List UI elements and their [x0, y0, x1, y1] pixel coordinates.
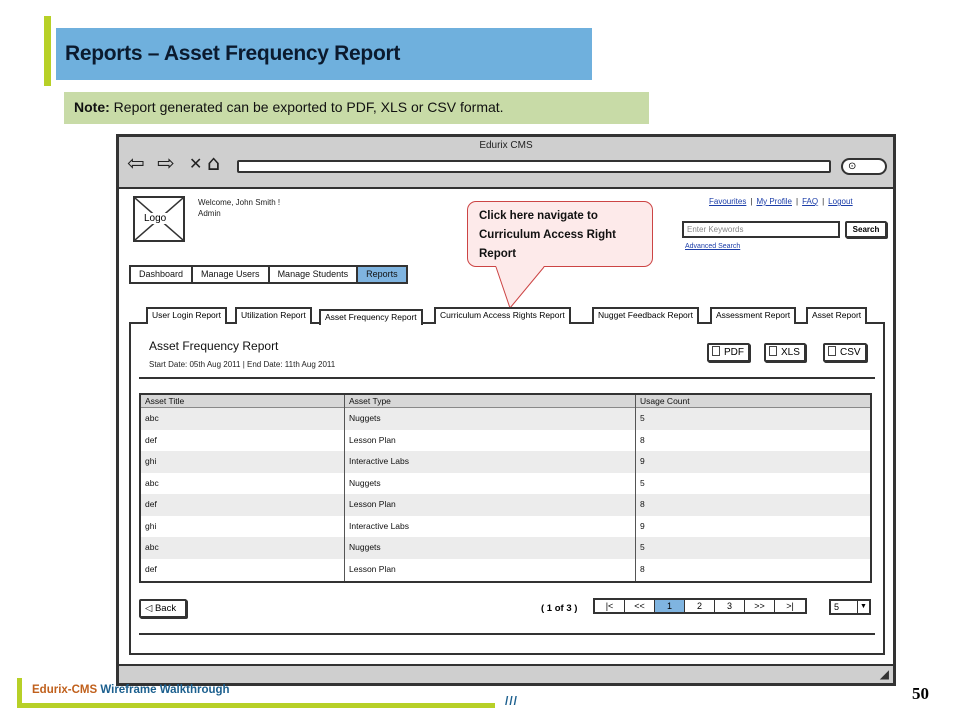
user-role: Admin: [198, 209, 221, 218]
footer-underline: [17, 703, 495, 708]
welcome-block: [198, 197, 280, 219]
asset-type-cell: Lesson Plan: [349, 499, 396, 509]
stop-icon[interactable]: ✕: [189, 154, 203, 173]
usage-count-cell: 8: [640, 499, 645, 509]
asset-type-cell: Nuggets: [349, 477, 381, 488]
tab-utilization-report[interactable]: Utilization Report: [235, 307, 312, 324]
export-xls-button[interactable]: [764, 343, 806, 362]
resize-grip-icon[interactable]: ◢: [879, 667, 889, 681]
browser-toolbar: [119, 137, 893, 189]
table-row[interactable]: [141, 408, 870, 430]
tab-user-login-report[interactable]: User Login Report: [146, 307, 227, 324]
tab-curriculum-access-rights-report[interactable]: Curriculum Access Rights Report: [434, 307, 571, 324]
asset-type-cell: Interactive Labs: [349, 456, 410, 466]
panel-bottom-divider: [139, 633, 875, 635]
usage-count-cell: 5: [640, 413, 645, 423]
home-icon[interactable]: ⌂: [207, 151, 221, 175]
page-3-button[interactable]: 3: [715, 600, 745, 612]
link-separator: |: [796, 197, 799, 206]
tab-manage-users[interactable]: Manage Users: [193, 267, 270, 282]
table-row[interactable]: [141, 430, 870, 452]
keyword-search-input[interactable]: Enter Keywords: [682, 221, 840, 238]
export-csv-label: CSV: [840, 347, 861, 358]
document-icon: [828, 346, 836, 356]
usage-count-cell: 9: [640, 456, 645, 466]
asset-title-cell: abc: [145, 413, 159, 423]
back-button[interactable]: [139, 599, 187, 618]
page-1-button[interactable]: 1: [655, 600, 685, 612]
callout-text: Click here navigate to Curriculum Access Right Report: [479, 210, 616, 260]
tab-nugget-feedback-report[interactable]: Nugget Feedback Report: [592, 307, 699, 324]
asset-title-cell: abc: [145, 542, 159, 552]
search-button[interactable]: Search: [845, 221, 887, 238]
page-number: 50: [912, 684, 929, 703]
forward-arrow-icon[interactable]: ⇨: [157, 151, 175, 175]
note-body: Report generated can be exported to PDF, XLS or CSV format.: [109, 99, 504, 115]
table-row[interactable]: [141, 451, 870, 473]
back-triangle-icon: ◁: [145, 603, 153, 614]
page-info: ( 1 of 3 ): [541, 603, 578, 614]
report-date-range: Start Date: 05th Aug 2011 | End Date: 11th Aug 2011: [149, 360, 336, 369]
callout-pointer-icon: [490, 266, 550, 310]
title-accent-bar: [44, 16, 51, 86]
note-text: [74, 99, 504, 115]
asset-type-cell: Lesson Plan: [349, 434, 396, 445]
footer-caption: [32, 684, 230, 696]
tab-manage-students[interactable]: Manage Students: [270, 267, 359, 282]
asset-title-cell: def: [145, 499, 157, 509]
asset-type-cell: Lesson Plan: [349, 563, 396, 574]
asset-title-cell: def: [145, 563, 157, 574]
my-profile-link[interactable]: My Profile: [756, 197, 792, 206]
favourites-link[interactable]: Favourites: [709, 197, 747, 206]
back-arrow-icon[interactable]: ⇦: [127, 151, 145, 175]
back-label: Back: [154, 603, 177, 614]
asset-type-cell: Nuggets: [349, 413, 381, 423]
report-title: Asset Frequency Report: [149, 339, 279, 353]
tab-dashboard[interactable]: Dashboard: [131, 267, 193, 282]
browser-search-field[interactable]: [841, 158, 887, 175]
browser-title: Edurix CMS: [479, 140, 533, 151]
note-label: Note:: [74, 99, 110, 115]
column-header-asset-type[interactable]: Asset Type: [349, 396, 391, 406]
footer-caption-rest: Wireframe Walkthrough: [97, 684, 230, 696]
last-page-button[interactable]: >|: [786, 601, 794, 611]
report-table: [139, 393, 872, 583]
column-header-asset-title[interactable]: Asset Title: [145, 396, 185, 406]
export-xls-label: XLS: [781, 347, 800, 358]
first-page-button[interactable]: |<: [595, 600, 625, 612]
document-icon: [712, 346, 720, 356]
usage-count-cell: 5: [640, 542, 645, 552]
logo-label: Logo: [144, 213, 167, 224]
link-separator: |: [750, 197, 753, 206]
main-nav-tabs: [129, 265, 408, 284]
pager: [593, 598, 807, 614]
usage-count-cell: 8: [640, 434, 645, 445]
column-header-usage-count[interactable]: Usage Count: [640, 396, 690, 406]
usage-count-cell: 5: [640, 477, 645, 488]
tab-reports[interactable]: Reports: [358, 267, 406, 282]
asset-title-cell: ghi: [145, 520, 157, 531]
faq-link[interactable]: FAQ: [802, 197, 819, 206]
prev-page-button[interactable]: <<: [625, 600, 655, 612]
table-row[interactable]: [141, 494, 870, 516]
usage-count-cell: 9: [640, 520, 645, 531]
logo: [133, 196, 185, 242]
link-separator: |: [822, 197, 825, 206]
next-page-button[interactable]: >>: [745, 600, 775, 612]
document-icon: [769, 346, 777, 356]
tab-asset-frequency-report[interactable]: Asset Frequency Report: [319, 309, 423, 325]
column-divider: [635, 395, 636, 581]
table-row[interactable]: [141, 537, 870, 559]
report-divider: [139, 377, 875, 379]
export-pdf-label: PDF: [724, 347, 744, 358]
magnifier-icon: ⊙: [848, 161, 857, 172]
column-divider: [344, 395, 345, 581]
asset-title-cell: ghi: [145, 456, 157, 466]
address-bar[interactable]: [237, 160, 831, 173]
asset-type-cell: Interactive Labs: [349, 520, 410, 531]
browser-status-bar: [119, 664, 893, 683]
page-size-select[interactable]: [829, 599, 871, 615]
welcome-text: Welcome, John Smith !: [198, 198, 281, 207]
table-row[interactable]: [141, 473, 870, 495]
tab-asset-report[interactable]: Asset Report: [806, 307, 867, 324]
browser-window: [116, 134, 896, 686]
table-row[interactable]: [141, 559, 870, 581]
top-links: [709, 197, 853, 206]
asset-type-cell: Nuggets: [349, 542, 381, 552]
export-csv-button[interactable]: [823, 343, 867, 362]
asset-title-cell: def: [145, 434, 157, 445]
footer-brand: Edurix-CMS: [32, 684, 98, 696]
advanced-search-link[interactable]: Advanced Search: [685, 243, 741, 250]
export-pdf-button[interactable]: [707, 343, 750, 362]
tab-assessment-report[interactable]: Assessment Report: [710, 307, 796, 324]
footer-slashes: ///: [505, 694, 519, 708]
logout-link[interactable]: Logout: [828, 197, 853, 206]
dropdown-arrow-icon: ▼: [857, 601, 869, 613]
page-2-button[interactable]: 2: [685, 600, 715, 612]
asset-title-cell: abc: [145, 477, 159, 488]
table-header: [141, 395, 870, 408]
table-row[interactable]: [141, 516, 870, 538]
page-size-value: 5: [834, 602, 840, 612]
usage-count-cell: 8: [640, 563, 645, 574]
slide-title: Reports – Asset Frequency Report: [65, 42, 401, 65]
